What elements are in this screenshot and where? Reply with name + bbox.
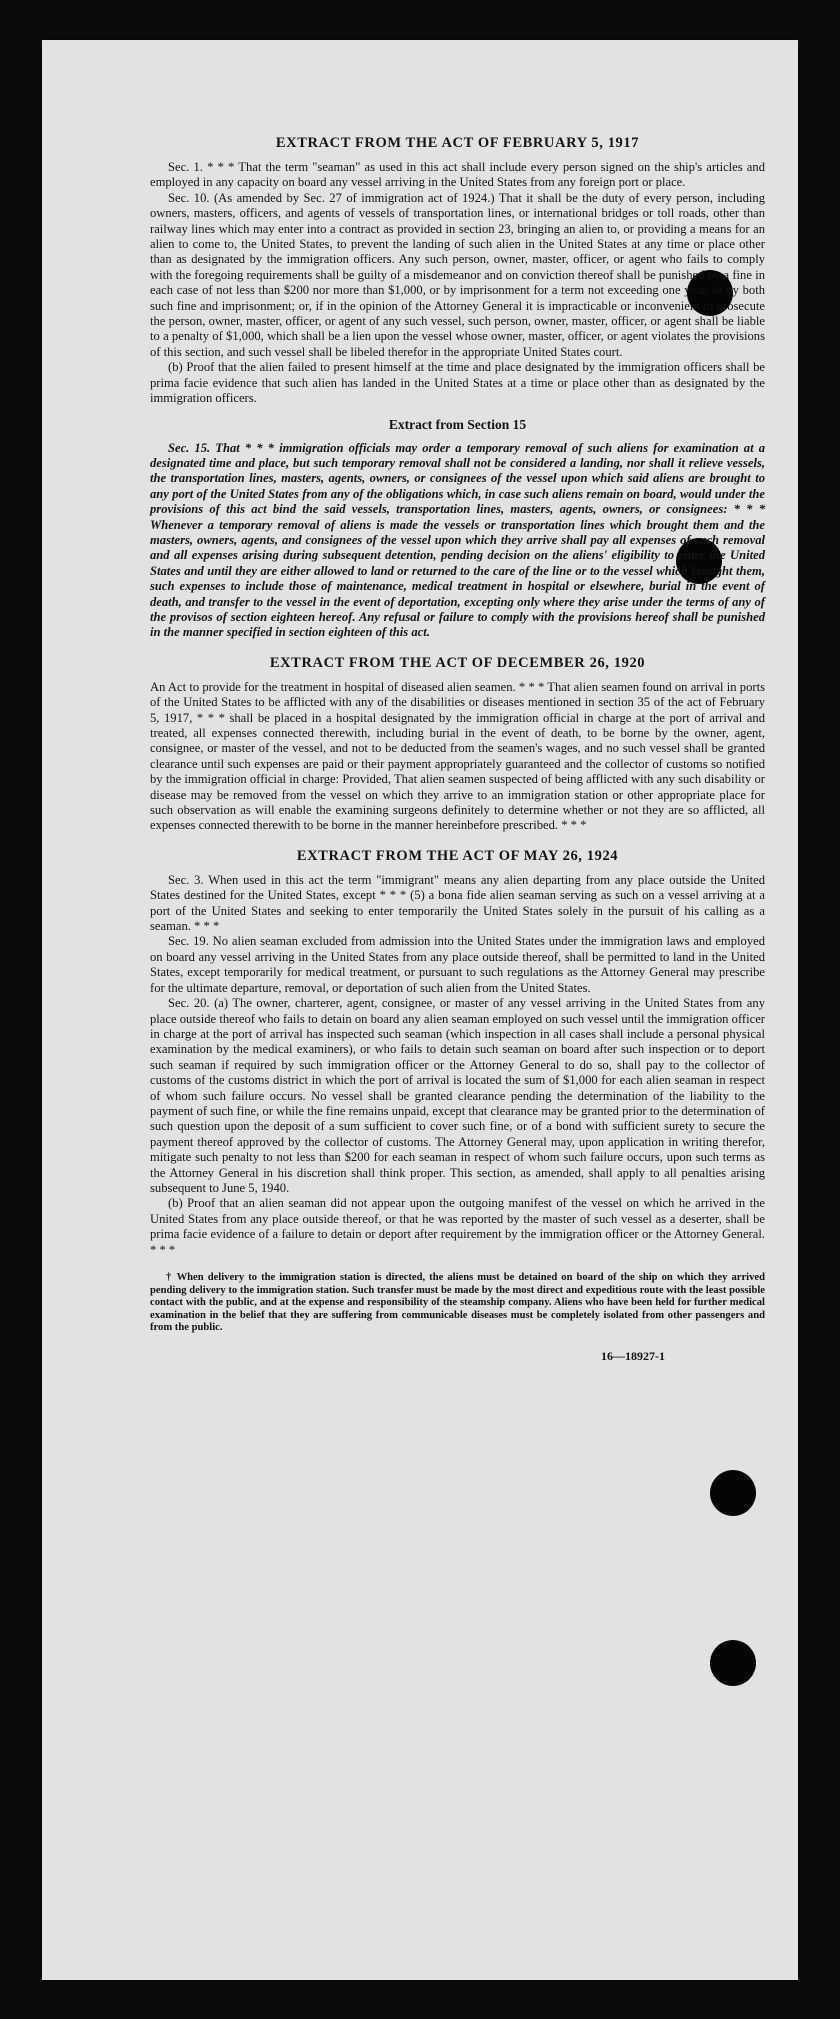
section-heading: EXTRACT FROM THE ACT OF DECEMBER 26, 1920	[269, 654, 646, 671]
paragraph: (b) Proof that an alien seaman did not appear upon the outgoing manifest of the vessel on which he arrived in the United States from any place outside thereof, or that he was reported by the master of such vessel as a deserter, shall be prima facie evidence of a failure to detain or deport after requirement by the immigration officer or the Attorney General. * * *	[150, 1196, 765, 1257]
document-page	[42, 40, 798, 1980]
paragraph: Sec. 15. That * * * immigration officials may order a temporary removal of such aliens for examination at a designated time and place, but such temporary removal shall not be considered a landing, nor shall it relieve vessels, the transportation lines, masters, agents, owners, or consignees of the vessel upon which said aliens are brought to any port of the United States from any of the obligations which, in case such aliens remain on board, would under the provisions of this act bind the said vessels, transportation lines, masters, agents, owners, or consignees: * * * Whenever a temporary removal of aliens is made the vessels or transportation lines which brought them and the masters, owners, agents, and consignees of the vessel upon which they arrive shall pay all expenses of such removal and all expenses arising during subsequent detention, pending decision on the aliens' eligibility to enter the United States and until they are either allowed to land or returned to the care of the line or to the vessel which brought them, such expenses to include those of maintenance, medical treatment in hospital or elsewhere, burial in the event of death, and transfer to the vessel in the event of deportation, excepting only where they arise under the terms of any of the provisos of section eighteen hereof. Any refusal or failure to comply with the provisions hereof shall be punished in the manner specified in section eighteen of this act.	[150, 440, 765, 640]
punch-hole	[710, 1470, 756, 1516]
paragraph: Sec. 3. When used in this act the term "immigrant" means any alien departing from any place outside the United States destined for the United States, except * * * (5) a bona fide alien seaman serving as such on a vessel arriving at a port of the United States and seeking to enter temporarily the United States solely in the pursuit of his calling as a seaman. * * *	[150, 872, 765, 934]
paragraph: Sec. 19. No alien seaman excluded from admission into the United States under the immigration laws and employed on board any vessel arriving in the United States from any place outside thereof, shall be permitted to land in the United States, except temporarily for medical treatment, or pursuant to such regulations as the Attorney General may prescribe for the ultimate departure, removal, or deportation of such alien from the United States.	[150, 934, 765, 995]
paragraph: Sec. 20. (a) The owner, charterer, agent, consignee, or master of any vessel arriving in the United States from any place outside thereof who fails to detain on board any alien seaman employed on such vessel until the immigration officer in charge at the port of arrival has inspected such seaman (which inspection in all cases shall include a personal physical examination by the medical examiners), or who fails to detain such seaman on board after such inspection or to deport such seaman if required by such immigration officer or the Attorney General to do so, shall pay to the collector of customs of the customs district in which the port of arrival is located the sum of $1,000 for each alien seaman in respect of whom such failure occurs. No vessel shall be granted clearance pending the determination of the liability to the payment of such fine, or while the fine remains unpaid, except that clearance may be granted prior to the determination of such question upon the deposit of a sum sufficient to cover such fine, or of a bond with sufficient surety to secure the payment thereof approved by the collector of customs. The Attorney General may, upon application in writing therefor, mitigate such penalty to not less than $200 for each seaman in respect of whom such failure occurs, upon such terms as the Attorney General in his discretion shall think proper. This section, as amended, shall apply to all penalties arising subsequent to June 5, 1940.	[150, 996, 765, 1195]
footnote: † When delivery to the immigration station is directed, the aliens must be detained on board of the ship on which they arrived pending delivery to the immigration station. Such transfer must be made by the most direct and expeditious route with the least possible contact with the public, and at the expense and responsibility of the steamship company. Aliens who have been held for further medical examination in the belief that they are suffering from communicable diseases must be completely isolated from other passengers and from the public.	[150, 1272, 765, 1334]
form-number: 16—18927-1	[601, 1348, 665, 1363]
paragraph: Sec. 1. * * * That the term "seaman" as used in this act shall include every person signed on the ship's articles and employed in any capacity on board any vessel arriving in the United States from any foreign port or place.	[150, 160, 765, 190]
paragraph: An Act to provide for the treatment in hospital of diseased alien seamen. * * * That alien seamen found on arrival in ports of the United States to be afflicted with any of the disabilities or diseases mentioned in section 35 of the act of February 5, 1917, * * * shall be placed in a hospital designated by the immigration official in charge at the port of arrival and treated, all expenses connected therewith, including burial in the event of death, to be borne by the owner, agent, consignee, or master of the vessel, and not to be deducted from the seamen's wages, and no such vessel shall be granted clearance until such expenses are paid or their payment appropriately guaranteed and the collector of customs so notified by the immigration official in charge: Provided, That alien seamen suspected of being afflicted with any such disability or disease may be removed from the vessel on which they arrive to an immigration station or other appropriate place for such observation as will enable the examining surgeons definitely to determine whether or not they are so afflicted, all expenses connected therewith to be borne in the manner hereinbefore prescribed. * * *	[150, 679, 765, 833]
punch-hole	[710, 1640, 756, 1686]
paragraph: (b) Proof that the alien failed to present himself at the time and place designated by the immigration officers shall be prima facie evidence that such alien has landed in the United States at a time or place other than as designated by the immigration officers.	[150, 360, 765, 406]
section-heading: EXTRACT FROM THE ACT OF FEBRUARY 5, 1917	[275, 135, 640, 151]
paragraph: Sec. 10. (As amended by Sec. 27 of immigration act of 1924.) That it shall be the duty of every person, including owners, masters, officers, and agents of vessels of transportation lines, or international bridges or toll roads, other than railway lines which may enter into a contract as provided in section 23, bringing an alien to, or providing a means for an alien to come to, the United States, to prevent the landing of such alien in the United States at any time or place other than as designated by the immigration officers. Any such person, owner, master, officer, or agent who fails to comply with the foregoing requirements shall be guilty of a misdemeanor and on conviction thereof shall be punished by a fine in each case of not less than $200 nor more than $1,000, or by imprisonment for a term not exceeding one year, or by both such fine and imprisonment; or, if in the opinion of the Attorney General it is impracticable or inconvenient to prosecute the person, owner, master, officer, or agent of any such vessel, such person, owner, master, officer, or agent shall be liable to a penalty of $1,000, which shall be a lien upon the vessel whose owner, master, officer, or agent violates the provisions of this section, and such vessel shall be libeled therefor in the appropriate United States court.	[150, 190, 765, 359]
section-heading: EXTRACT FROM THE ACT OF MAY 26, 1924	[296, 847, 619, 864]
section-subheading: Extract from Section 15	[388, 416, 527, 432]
document-body	[150, 135, 765, 1364]
